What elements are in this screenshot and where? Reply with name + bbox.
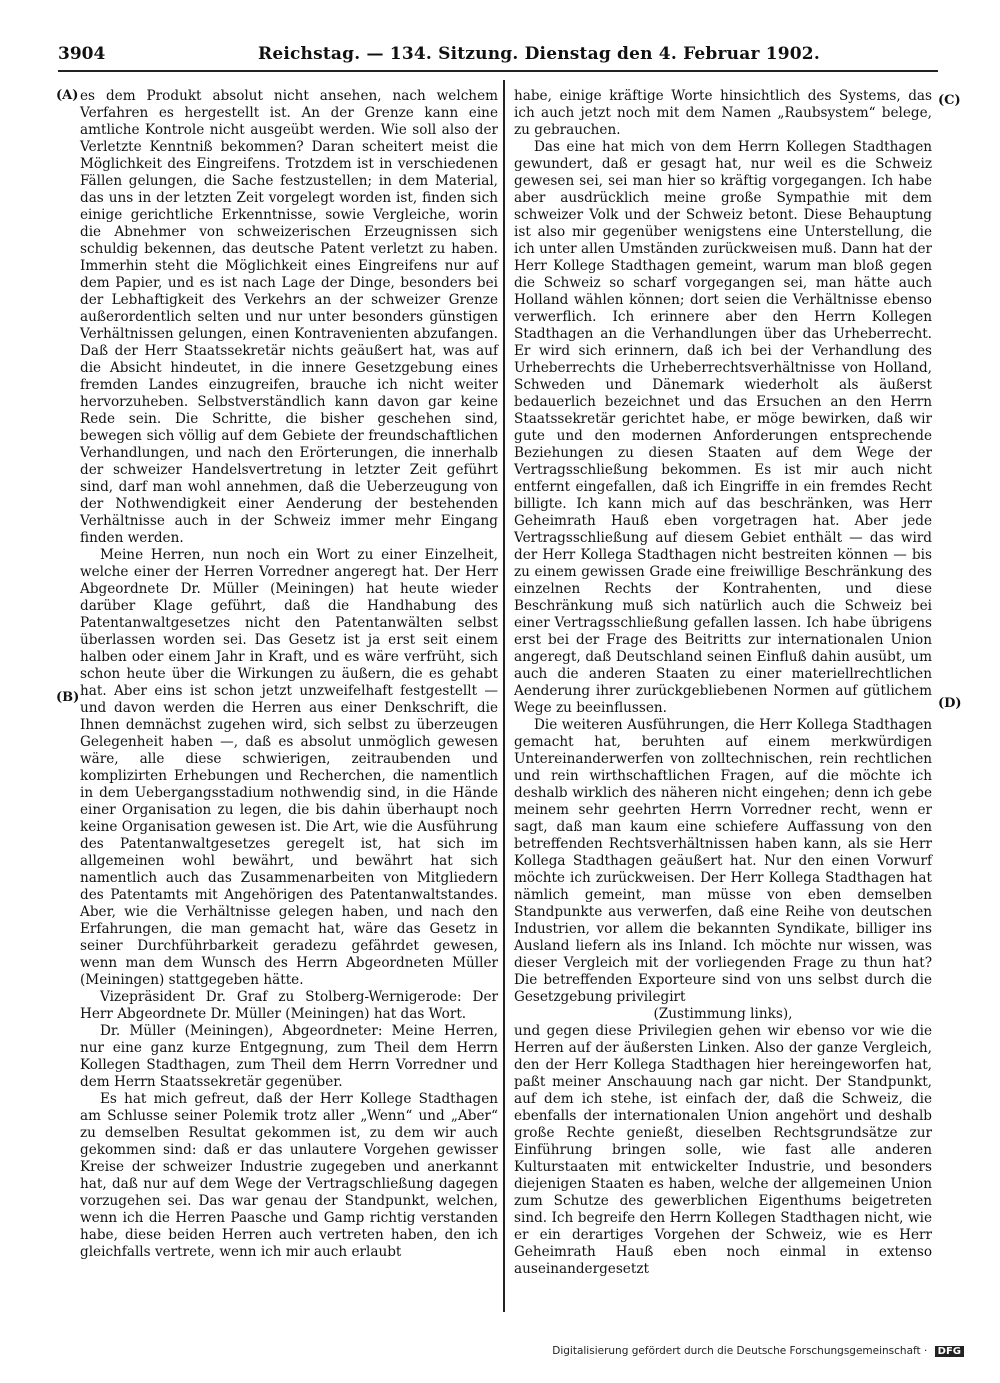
margin-marker-a: (A)	[56, 88, 79, 103]
paragraph: Es hat mich gefreut, daß der Herr Kollege Stadthagen am Schlusse seiner Polemik trotz aller „Wenn“ und „Aber“ zu demselben Resultat gekommen ist, zu dem wir auch gekommen sind: daß er das unlautere Vorgehen gewisser Kreise der schweizer Industrie zugegeben und anerkannt hat, daß nur auf dem Wege der Vertragschließung dagegen vorzugehen sei. Das war genau der Standpunkt, welchen, wenn ich die Herren Paasche und Gamp richtig verstanden habe, diese beiden Herren auch vertreten haben, den ich gleichfalls vertrete, wenn ich mir auch erlaubt	[80, 1091, 498, 1260]
margin-marker-d: (D)	[938, 696, 962, 711]
paragraph: habe, einige kräftige Worte hinsichtlich des Systems, das ich auch jetzt noch mit dem Namen „Raubsystem“ belege, zu gebrauchen.	[514, 88, 932, 138]
paragraph: Das eine hat mich von dem Herrn Kollegen Stadthagen gewundert, daß er gesagt hat, nur weil es die Schweiz gewesen sei, sei man hier so kräftig vorgegangen. Ich habe aber ausdrücklich meine große Sympathie mit dem schweizer Volk und der Schweiz betont. Diese Behauptung ist also mir gegenüber wenigstens eine Unterstellung, die ich unter allen Umständen zurückweisen muß. Dann hat der Herr Kollege Stadthagen gemeint, warum man bloß gegen die Schweiz so scharf vorgegangen sei, man hätte auch Holland wählen können; dort seien die Verhältnisse ebenso verwerflich. Ich erinnere aber den Herrn Kollegen Stadthagen an die Verhandlungen über das Urheberrecht. Er wird sich erinnern, daß ich bei der Verhandlung des Urheberrechts die Urheberrechtsverhältnisse von Holland, Schweden und Dänemark wiederholt als äußerst bedauerlich bezeichnet und das Ersuchen an den Herrn Staatssekretär gerichtet habe, er möge bewirken, daß wir gute und den modernen Anforderungen entsprechende Beziehungen zu diesen Staaten auf dem Wege der Vertragsschließung bekommen. Es ist mir auch nicht entfernt eingefallen, daß ich Eingriffe in ein fremdes Recht billigte. Ich kann mich auf das beschränken, was Herr Geheimrath Hauß eben vorgetragen hat. Aber jede Vertragsschließung auf diesem Gebiet enthält — das wird der Herr Kollega Stadthagen nicht bestreiten können — bis zu einem gewissen Grade eine freiwillige Beschränkung des einzelnen Rechts der Kontrahenten, und diese Beschränkung muß sich natürlich auch die Schweiz bei einer Vertragsschließung gefallen lassen. Ich habe übrigens erst bei der Frage des Beitritts zur internationalen Union angeregt, daß Deutschland seinen Einfluß dahin ausübt, um auch die anderen Staaten zu einer materiellrechtlichen Aenderung ihrer zurückgebliebenen Normen auf gütlichem Wege zu beeinflussen.	[514, 139, 932, 716]
column-divider	[503, 80, 505, 1312]
header-rule	[58, 70, 938, 72]
paragraph: es dem Produkt absolut nicht ansehen, nach welchem Verfahren es hergestellt ist. An der Grenze kann eine amtliche Kontrole nicht ausgeübt werden. Wie soll also der Verletzte Kenntniß bekommen? Daran scheitert meist die Möglichkeit des Eingreifens. Trotzdem ist in verschiedenen Fällen gelungen, die Sache festzustellen; in dem Material, das uns in der letzten Zeit vorgelegt worden ist, finden sich einige gerichtliche Erkenntnisse, sowie Vergleiche, worin die Abnehmer von schweizerischen Erzeugnissen sich schuldig bekennen, das deutsche Patent verletzt zu haben. Immerhin steht die Möglichkeit eines Eingreifens nur auf dem Papier, und es ist nach Lage der Dinge, besonders bei der Lebhaftigkeit des Verkehrs an der schweizer Grenze außerordentlich selten und nur unter besonders günstigen Verhältnissen gelungen, einen Kontravenienten abzufangen. Daß der Herr Staatssekretär nichts geäußert hat, was auf die Absicht hindeutet, in die innere Gesetzgebung eines fremden Landes einzugreifen, brauche ich nicht weiter hervorzuheben. Selbstverständlich kann davon gar keine Rede sein. Die Schritte, die bisher geschehen sind, bewegen sich völlig auf dem Gebiete der freundschaftlichen Verhandlungen, und nach den Erörterungen, die innerhalb der schweizer Handelsvertretung in letzter Zeit geführt sind, darf man wohl annehmen, daß die Ueberzeugung von der Nothwendigkeit einer Aenderung der bestehenden Verhältnisse auch in der Schweiz immer mehr Eingang finden werden.	[80, 88, 498, 546]
right-column	[514, 88, 932, 1278]
paragraph: Meine Herren, nun noch ein Wort zu einer Einzelheit, welche einer der Herren Vorredner angeregt hat. Der Herr Abgeordnete Dr. Müller (Meiningen) hat heute wieder darüber Klage geführt, daß die Handhabung des Patentanwaltgesetzes nicht den Patentanwälten selbst überlassen worden sei. Das Gesetz ist ja erst seit einem halben oder einem Jahr in Kraft, und es wäre verfrüht, sich schon heute über die Wirkungen zu äußern, die es gehabt hat. Aber eins ist schon jetzt unzweifelhaft festgestellt — und davon werden die Herren aus einer Denkschrift, die Ihnen demnächst zugehen wird, sich selbst zu überzeugen Gelegenheit haben —, daß es absolut unmöglich gewesen wäre, alle diese schwierigen, zeitraubenden und komplizirten Erhebungen und Recherchen, die namentlich in dem Uebergangsstadium nothwendig sind, in die Hände einer Organisation zu legen, die bis dahin überhaupt noch keine Organisation gewesen ist. Die Art, wie die Ausführung des Patentanwaltgesetzes geregelt ist, hat sich im allgemeinen wohl bewährt, und bewährt hat sich namentlich auch das Zusammenarbeiten von Mitgliedern des Patentamts mit Angehörigen des Patentanwaltstandes. Aber, wie die Verhältnisse gelegen haben, und nach den Erfahrungen, die man gemacht hat, wäre das Gesetz in seiner Durchführbarkeit geradezu gefährdet gewesen, wenn man dem Wunsch des Herrn Abgeordneten Müller (Meiningen) stattgegeben hätte.	[80, 547, 499, 988]
footer-text: Digitalisierung gefördert durch die Deutsche Forschungsgemeinschaft ·	[552, 1345, 928, 1357]
left-column	[80, 88, 498, 1261]
paragraph: und gegen diese Privilegien gehen wir ebenso vor wie die Herren auf der äußersten Linken. Also der ganze Vergleich, den der Herr Kollega Stadthagen hier hereingeworfen hat, paßt meiner Anschauung nach gar nicht. Der Standpunkt, auf dem ich stehe, ist einfach der, daß die Schweiz, die ebenfalls der internationalen Union angehört und deshalb große Rechte genießt, dieselben Rechtsgrundsätze zur Einführung bringen solle, wie fast alle anderen Kulturstaaten mit entwickelter Industrie, und besonders diejenigen Staaten es haben, welche der allgemeinen Union zum Schutze des gewerblichen Eigenthums beigetreten sind. Ich begreife den Herrn Kollegen Stadthagen nicht, wie er ein derartiges Vorgehen der Schweiz, wie es Herr Geheimrath Hauß eben noch einmal in extenso auseinandergesetzt	[514, 1023, 932, 1277]
speaker-paragraph: Vizepräsident Dr. Graf zu Stolberg-Wernigerode: Der Herr Abgeordnete Dr. Müller (Meiningen) hat das Wort.	[80, 989, 498, 1022]
paragraph: Die weiteren Ausführungen, die Herr Kollega Stadthagen gemacht hat, beruhten auf einem merkwürdigen Untereinanderwerfen von zolltechnischen, rein rechtlichen und rein wirthschaftlichen Fragen, auf die möchte ich deshalb wirklich des näheren nicht eingehen; denn ich gebe meinem sehr geehrten Herrn Vorredner recht, wenn er sagt, daß man kaum eine schiefere Auffassung von den betreffenden Rechtsverhältnissen haben kann, als sie Herr Kollega Stadthagen geäußert hat. Nur den einen Vorwurf möchte ich zurückweisen. Der Herr Kollega Stadthagen hat nämlich gemeint, man müsse von eben demselben Standpunkte aus verwerfen, daß eine Reihe von deutschen Industrien, vor allem die bekannten Syndikate, billiger ins Ausland liefern als ins Inland. Ich möchte nur wissen, was dieser Vergleich mit der vorliegenden Frage zu thun hat? Die betreffenden Exporteure sind von uns selbst durch die Gesetzgebung privilegirt	[514, 717, 932, 1005]
margin-marker-c: (C)	[938, 93, 961, 108]
dfg-logo: DFG	[935, 1346, 964, 1357]
page-number: 3904	[58, 44, 106, 64]
margin-marker-b: (B)	[56, 690, 80, 705]
digitization-footer	[552, 1345, 964, 1357]
interjection: (Zustimmung links),	[653, 1006, 793, 1022]
running-head: Reichstag. — 134. Sitzung. Dienstag den 4. Februar 1902.	[258, 44, 820, 64]
speaker-paragraph: Dr. Müller (Meiningen), Abgeordneter: Meine Herren, nur eine ganz kurze Entgegnung, zum Theil dem Herrn Kollegen Stadthagen, zum Theil dem Herrn Vorredner und dem Herrn Staatssekretär gegenüber.	[80, 1023, 498, 1090]
page-header	[58, 44, 928, 68]
